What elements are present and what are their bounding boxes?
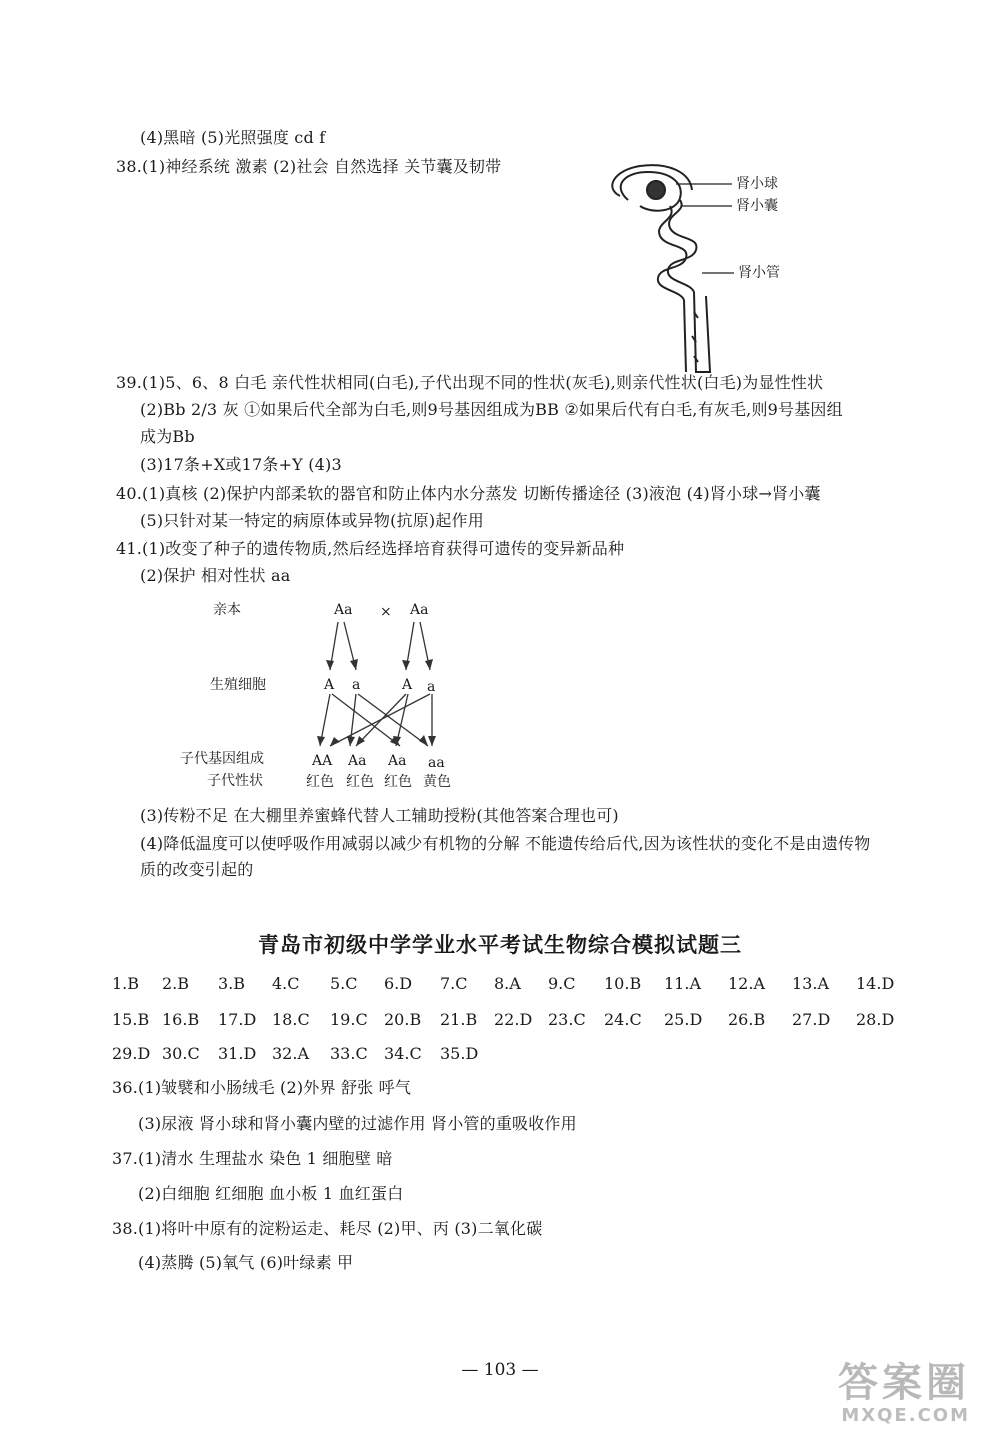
mc-answer: 25.D bbox=[664, 1010, 703, 1029]
mc-answer: 16.B bbox=[162, 1010, 200, 1029]
cross-trait-2: 红色 bbox=[346, 774, 374, 790]
mc-answer: 18.C bbox=[272, 1010, 310, 1029]
mc-answer: 8.A bbox=[494, 974, 521, 993]
cross-genotype-4: aa bbox=[428, 755, 445, 771]
answer2-line-2: (3)尿液 肾小球和肾小囊内壁的过滤作用 肾小管的重吸收作用 bbox=[138, 1114, 577, 1133]
mc-answer: 35.D bbox=[440, 1044, 479, 1063]
answer-line-7: 40.(1)真核 (2)保护内部柔软的器官和防止体内水分蒸发 切断传播途径 (3)液泡 (4)肾小球→肾小囊 bbox=[116, 484, 821, 503]
mc-answer: 5.C bbox=[330, 974, 358, 993]
answer-line-12: (4)降低温度可以使呼吸作用减弱以减少有机物的分解 不能遗传给后代,因为该性状的变化不是由遗传物 bbox=[140, 834, 871, 853]
mc-answer: 30.C bbox=[162, 1044, 200, 1063]
mc-answer: 22.D bbox=[494, 1010, 533, 1029]
mc-answer: 15.B bbox=[112, 1010, 150, 1029]
cross-genotype-1: AA bbox=[312, 753, 333, 769]
section-title: 青岛市初级中学学业水平考试生物综合模拟试题三 bbox=[258, 933, 742, 957]
mc-answer: 28.D bbox=[856, 1010, 895, 1029]
answer-line-6: (3)17条+X或17条+Y (4)3 bbox=[140, 455, 342, 474]
cross-genotype-3: Aa bbox=[388, 753, 407, 769]
mc-answer: 21.B bbox=[440, 1010, 478, 1029]
mc-answer: 1.B bbox=[112, 974, 140, 993]
cross-genotype-2: Aa bbox=[348, 753, 367, 769]
answer2-line-1: 36.(1)皱襞和小肠绒毛 (2)外界 舒张 呼气 bbox=[112, 1078, 412, 1097]
mc-answer: 12.A bbox=[728, 974, 765, 993]
mc-answer: 4.C bbox=[272, 974, 300, 993]
mc-answer: 14.D bbox=[856, 974, 895, 993]
mc-answer: 26.B bbox=[728, 1010, 766, 1029]
answer2-line-4: (2)白细胞 红细胞 血小板 1 血红蛋白 bbox=[138, 1184, 404, 1203]
mc-answer: 20.B bbox=[384, 1010, 422, 1029]
watermark-logo-text: 答案圈 bbox=[838, 1360, 970, 1406]
answer-line-4: (2)Bb 2/3 灰 ①如果后代全部为白毛,则9号基因组成为BB ②如果后代有白毛,有灰毛,则9号基因组 bbox=[140, 400, 843, 419]
answer-line-5: 成为Bb bbox=[140, 427, 195, 446]
cross-gamete-4: a bbox=[427, 679, 436, 695]
page-number: — 103 — bbox=[461, 1360, 539, 1380]
answer2-line-3: 37.(1)清水 生理盐水 染色 1 细胞壁 暗 bbox=[112, 1149, 393, 1168]
cross-label-gametes: 生殖细胞 bbox=[210, 677, 266, 693]
watermark-url: MXQE.COM bbox=[841, 1405, 970, 1426]
mc-answer: 33.C bbox=[330, 1044, 368, 1063]
cross-gamete-1: A bbox=[324, 677, 335, 693]
answer-line-10: (2)保护 相对性状 aa bbox=[140, 566, 291, 585]
mc-answer: 13.A bbox=[792, 974, 829, 993]
cross-gamete-3: A bbox=[402, 677, 413, 693]
mc-answer: 6.D bbox=[384, 974, 413, 993]
answer-line-3: 39.(1)5、6、8 白毛 亲代性状相同(白毛),子代出现不同的性状(灰毛),则亲代性状(白毛)为显性性状 bbox=[116, 373, 824, 392]
answer2-line-5: 38.(1)将叶中原有的淀粉运走、耗尽 (2)甲、丙 (3)二氧化碳 bbox=[112, 1219, 543, 1238]
answer-line-8: (5)只针对某一特定的病原体或异物(抗原)起作用 bbox=[140, 511, 484, 530]
answer-line-9: 41.(1)改变了种子的遗传物质,然后经选择培育获得可遗传的变异新品种 bbox=[116, 539, 625, 558]
mc-answer: 7.C bbox=[440, 974, 468, 993]
mc-answer: 10.B bbox=[604, 974, 642, 993]
cross-symbol: × bbox=[380, 604, 392, 620]
cross-label-traits: 子代性状 bbox=[207, 773, 263, 789]
cross-trait-1: 红色 bbox=[306, 774, 334, 790]
mc-answer: 27.D bbox=[792, 1010, 831, 1029]
mc-answer: 32.A bbox=[272, 1044, 309, 1063]
mc-answer: 31.D bbox=[218, 1044, 257, 1063]
kidney-label-capsule: 肾小囊 bbox=[736, 198, 778, 214]
cross-trait-4: 黄色 bbox=[423, 774, 451, 790]
mc-answer: 23.C bbox=[548, 1010, 586, 1029]
mc-answer: 2.B bbox=[162, 974, 190, 993]
cross-gamete-2: a bbox=[352, 677, 361, 693]
answer-line-11: (3)传粉不足 在大棚里养蜜蜂代替人工辅助授粉(其他答案合理也可) bbox=[140, 806, 619, 825]
watermark bbox=[838, 1361, 970, 1426]
mc-answer: 11.A bbox=[664, 974, 701, 993]
answer-line-1: (4)黑暗 (5)光照强度 cd f bbox=[140, 128, 326, 147]
cross-trait-3: 红色 bbox=[384, 774, 412, 790]
cross-parent-2: Aa bbox=[410, 602, 429, 618]
answer2-line-6: (4)蒸腾 (5)氧气 (6)叶绿素 甲 bbox=[138, 1253, 354, 1272]
mc-answer: 34.C bbox=[384, 1044, 422, 1063]
kidney-label-tubule: 肾小管 bbox=[738, 265, 780, 281]
mc-answer: 19.C bbox=[330, 1010, 368, 1029]
answer-line-13: 质的改变引起的 bbox=[140, 860, 254, 879]
answer-line-2: 38.(1)神经系统 激素 (2)社会 自然选择 关节囊及韧带 bbox=[116, 157, 502, 176]
cross-label-genotypes: 子代基因组成 bbox=[180, 751, 264, 767]
mc-answer: 29.D bbox=[112, 1044, 151, 1063]
mc-answer: 3.B bbox=[218, 974, 246, 993]
mc-answer: 24.C bbox=[604, 1010, 642, 1029]
cross-label-parents: 亲本 bbox=[213, 602, 241, 618]
mc-answer: 9.C bbox=[548, 974, 576, 993]
mc-answer: 17.D bbox=[218, 1010, 257, 1029]
cross-parent-1: Aa bbox=[334, 602, 353, 618]
kidney-label-glomerulus: 肾小球 bbox=[736, 176, 778, 192]
